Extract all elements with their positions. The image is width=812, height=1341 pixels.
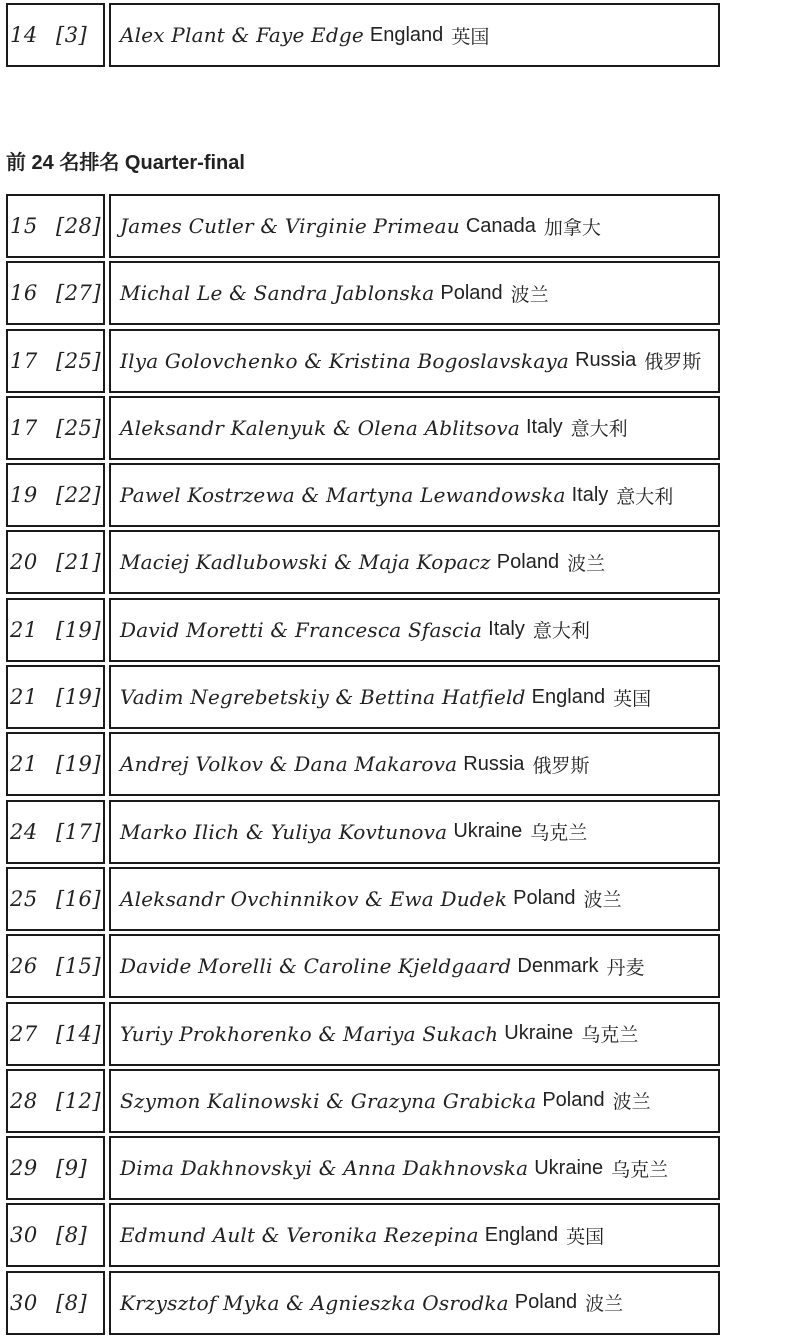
couple-cell — [109, 934, 720, 998]
couple-cell — [109, 1002, 720, 1066]
couple-names: Alex Plant & Faye Edge — [120, 23, 364, 47]
country-name: England — [531, 685, 606, 708]
rank-cell — [6, 800, 105, 864]
rank-value: 15 — [10, 214, 38, 238]
table-row — [6, 934, 720, 998]
country-name-cn: 英国 — [451, 25, 490, 48]
rank-cell — [6, 396, 105, 460]
country-name-cn: 波兰 — [567, 552, 606, 575]
rank-value: 24 — [10, 819, 38, 844]
country-name: Ukraine — [453, 820, 523, 843]
country-name-cn: 波兰 — [510, 283, 549, 306]
couple-names: Krzysztof Myka & Agnieszka Osrodka — [120, 1290, 509, 1315]
table-row — [6, 3, 720, 67]
section-heading: 前 24 名排名 Quarter-final — [6, 152, 245, 174]
country-name-cn: 波兰 — [612, 1091, 651, 1114]
rank-value: 17 — [10, 348, 38, 373]
seed-value: [16] — [56, 886, 102, 911]
country-name: Poland — [440, 281, 503, 304]
couple-names: Aleksandr Kalenyuk & Olena Ablitsova — [120, 415, 520, 440]
seed-value: [14] — [56, 1021, 102, 1046]
rank-cell — [6, 1136, 105, 1200]
country-name-cn: 俄罗斯 — [532, 754, 590, 777]
couple-cell — [109, 598, 720, 662]
rank-cell — [6, 665, 105, 729]
seed-value: [19] — [56, 685, 102, 710]
table-row — [6, 732, 720, 796]
country-name: Poland — [542, 1089, 605, 1112]
country-name: England — [484, 1223, 559, 1246]
country-name-cn: 意大利 — [616, 485, 674, 508]
rank-value: 17 — [10, 415, 38, 440]
top-results-table — [6, 3, 720, 70]
country-name: Poland — [514, 1291, 578, 1314]
country-name: Poland — [496, 550, 560, 573]
table-row — [6, 1136, 720, 1200]
country-name-cn: 丹麦 — [606, 956, 645, 979]
couple-cell — [109, 261, 720, 325]
table-row — [6, 463, 720, 527]
couple-cell — [109, 1069, 720, 1133]
couple-cell — [109, 329, 720, 393]
country-name-cn: 乌克兰 — [530, 822, 588, 845]
seed-value: [22] — [56, 483, 102, 508]
rank-value: 29 — [10, 1156, 38, 1181]
country-name-cn: 俄罗斯 — [644, 351, 702, 374]
rank-cell — [6, 1002, 105, 1066]
couple-cell — [109, 732, 720, 796]
table-row — [6, 800, 720, 864]
rank-value: 30 — [10, 1223, 38, 1248]
table-row — [6, 598, 720, 662]
country-name: Ukraine — [534, 1156, 604, 1179]
rank-cell — [6, 530, 105, 594]
couple-names: Yuriy Prokhorenko & Mariya Sukach — [120, 1021, 499, 1046]
rank-cell — [6, 1203, 105, 1267]
rank-cell — [6, 194, 105, 258]
seed-value: [28] — [56, 214, 102, 238]
couple-cell — [109, 396, 720, 460]
rank-cell — [6, 329, 105, 393]
country-name: Denmark — [517, 954, 599, 977]
quarter-final-results-table — [6, 194, 720, 1338]
seed-value: [25] — [56, 415, 102, 440]
country-name-cn: 乌克兰 — [581, 1024, 639, 1047]
rank-value: 30 — [10, 1290, 38, 1315]
country-name-cn: 英国 — [566, 1225, 605, 1248]
couple-names: David Moretti & Francesca Sfascia — [120, 617, 483, 642]
country-name: England — [369, 23, 444, 46]
couple-cell — [109, 1203, 720, 1267]
country-name: Ukraine — [504, 1022, 574, 1045]
couple-names: Ilya Golovchenko & Kristina Bogoslavskaya — [120, 348, 570, 373]
table-row — [6, 867, 720, 931]
couple-names: Aleksandr Ovchinnikov & Ewa Dudek — [120, 886, 508, 911]
table-row — [6, 396, 720, 460]
country-name: Russia — [463, 752, 525, 775]
couple-names: Michal Le & Sandra Jablonska — [120, 281, 435, 306]
country-name: Italy — [488, 618, 525, 641]
couple-cell — [109, 800, 720, 864]
rank-cell — [6, 732, 105, 796]
couple-cell — [109, 665, 720, 729]
country-name-cn: 乌克兰 — [611, 1158, 669, 1181]
rank-cell — [6, 934, 105, 998]
couple-cell — [109, 1271, 720, 1335]
couple-names: James Cutler & Virginie Primeau — [120, 214, 460, 238]
couple-cell — [109, 194, 720, 258]
seed-value: [3] — [56, 23, 88, 47]
country-name: Italy — [525, 416, 563, 439]
seed-value: [25] — [56, 348, 102, 373]
rank-value: 25 — [10, 886, 38, 911]
seed-value: [19] — [56, 752, 102, 777]
couple-cell — [109, 530, 720, 594]
seed-value: [21] — [56, 550, 102, 575]
seed-value: [12] — [56, 1088, 102, 1113]
country-name-cn: 加拿大 — [543, 216, 601, 239]
country-name: Poland — [513, 887, 576, 910]
rank-value: 21 — [10, 617, 38, 642]
couple-names: Marko Ilich & Yuliya Kovtunova — [120, 819, 448, 844]
country-name-cn: 英国 — [613, 687, 652, 710]
seed-value: [8] — [56, 1223, 88, 1248]
rank-cell — [6, 867, 105, 931]
couple-cell — [109, 1136, 720, 1200]
rank-value: 27 — [10, 1021, 38, 1046]
rank-cell — [6, 1069, 105, 1133]
rank-cell — [6, 1271, 105, 1335]
country-name-cn: 波兰 — [585, 1293, 624, 1316]
country-name-cn: 意大利 — [570, 418, 628, 441]
seed-value: [17] — [56, 819, 102, 844]
country-name-cn: 波兰 — [583, 889, 622, 912]
rank-value: 21 — [10, 685, 38, 710]
couple-names: Pawel Kostrzewa & Martyna Lewandowska — [120, 483, 566, 508]
rank-cell — [6, 261, 105, 325]
country-name: Russia — [575, 349, 637, 372]
country-name: Italy — [571, 483, 609, 506]
table-row — [6, 261, 720, 325]
couple-names: Szymon Kalinowski & Grazyna Grabicka — [120, 1088, 537, 1113]
rank-value: 28 — [10, 1088, 38, 1113]
rank-value: 20 — [10, 550, 38, 575]
couple-names: Andrej Volkov & Dana Makarova — [120, 752, 458, 777]
rank-cell — [6, 598, 105, 662]
table-row — [6, 530, 720, 594]
couple-names: Vadim Negrebetskiy & Bettina Hatfield — [120, 685, 526, 710]
seed-value: [15] — [56, 954, 102, 979]
rank-value: 14 — [10, 23, 38, 47]
seed-value: [9] — [56, 1156, 88, 1181]
couple-names: Davide Morelli & Caroline Kjeldgaard — [120, 954, 512, 979]
table-row — [6, 1069, 720, 1133]
table-row — [6, 1271, 720, 1335]
table-row — [6, 665, 720, 729]
couple-names: Edmund Ault & Veronika Rezepina — [120, 1223, 479, 1248]
rank-value: 16 — [10, 281, 38, 306]
country-name-cn: 意大利 — [532, 620, 590, 643]
couple-names: Maciej Kadlubowski & Maja Kopacz — [120, 550, 491, 575]
rank-cell — [6, 463, 105, 527]
rank-cell — [6, 3, 105, 67]
table-row — [6, 1203, 720, 1267]
rank-value: 21 — [10, 752, 38, 777]
table-row — [6, 1002, 720, 1066]
rank-value: 26 — [10, 954, 38, 979]
seed-value: [8] — [56, 1290, 88, 1315]
rank-value: 19 — [10, 483, 38, 508]
couple-cell — [109, 3, 720, 67]
couple-cell — [109, 867, 720, 931]
seed-value: [19] — [56, 617, 102, 642]
couple-cell — [109, 463, 720, 527]
table-row — [6, 194, 720, 258]
country-name: Canada — [465, 214, 536, 237]
seed-value: [27] — [56, 281, 102, 306]
couple-names: Dima Dakhnovskyi & Anna Dakhnovska — [120, 1156, 529, 1181]
table-row — [6, 329, 720, 393]
